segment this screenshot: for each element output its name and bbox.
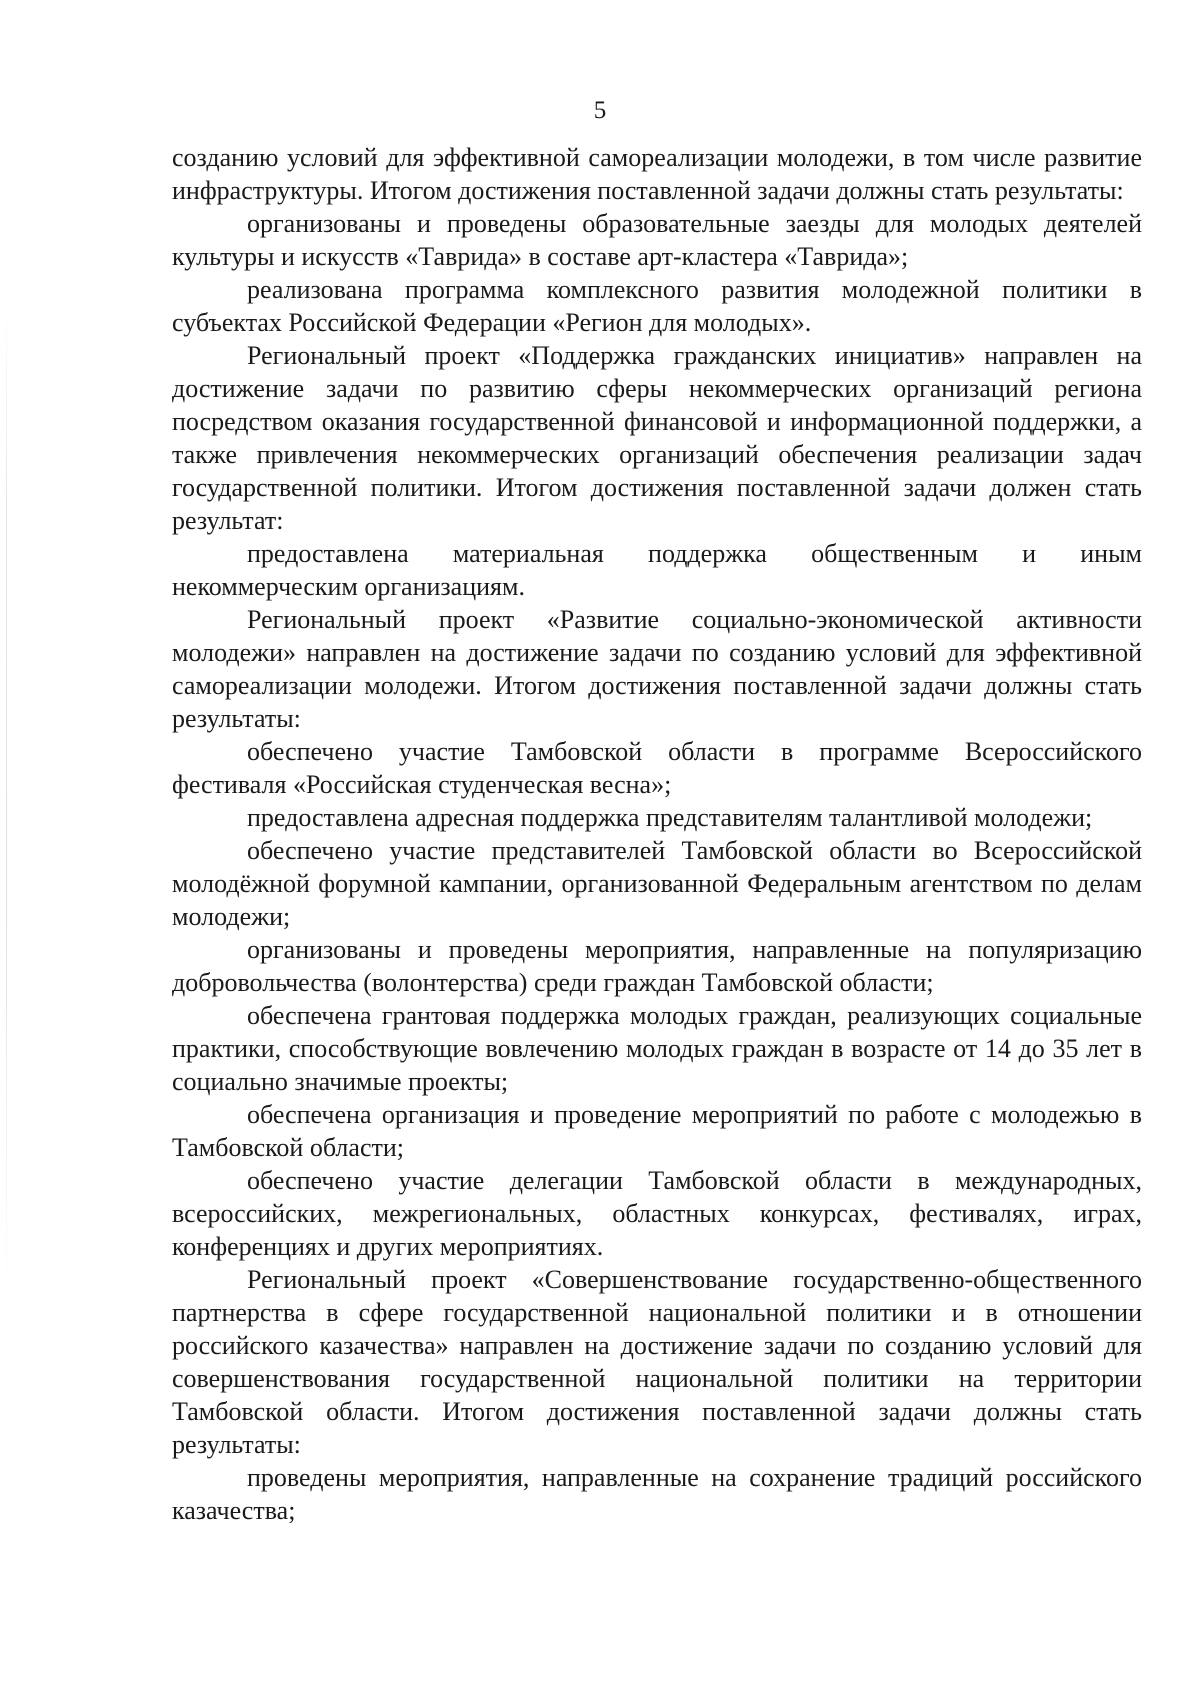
paragraph: созданию условий для эффективной самореализации молодежи, в том числе развитие инфраструктуры. Итогом достижения поставленной задачи должны стать результаты:: [172, 143, 1142, 205]
paragraph: обеспечена грантовая поддержка молодых граждан, реализующих социальные практики, способствующие вовлечению молодых граждан в возрасте от 14 до 35 лет в социально значимые проекты;: [172, 1001, 1142, 1096]
page-number: 5: [593, 97, 607, 124]
scan-edge-artifact: [6, 300, 7, 1300]
paragraph: проведены мероприятия, направленные на сохранение традиций российского казачества;: [172, 1463, 1142, 1525]
document-body: [172, 141, 1142, 1527]
paragraph: обеспечена организация и проведение мероприятий по работе с молодежью в Тамбовской области;: [172, 1100, 1142, 1162]
paragraph: обеспечено участие Тамбовской области в программе Всероссийского фестиваля «Российская студенческая весна»;: [172, 737, 1142, 799]
paragraph: организованы и проведены мероприятия, направленные на популяризацию добровольчества (волонтерства) среди граждан Тамбовской области;: [172, 935, 1142, 997]
paragraph: предоставлена адресная поддержка представителям талантливой молодежи;: [247, 803, 1093, 832]
paragraph: реализована программа комплексного развития молодежной политики в субъектах Российской Федерации «Регион для молодых».: [172, 275, 1142, 337]
paragraph: Региональный проект «Развитие социально-экономической активности молодежи» направлен на достижение задачи по созданию условий для эффективной самореализации молодежи. Итогом достижения поставленной задачи должны стать результаты:: [172, 605, 1142, 733]
paragraph: обеспечено участие представителей Тамбовской области во Всероссийской молодёжной форумной кампании, организованной Федеральным агентством по делам молодежи;: [172, 836, 1142, 931]
paragraph: Региональный проект «Совершенствование государственно-общественного партнерства в сфере государственной национальной политики и в отношении российского казачества» направлен на достижение задачи по созданию условий для совершенствования государственной национальной политики на территории Тамбовской области. Итогом достижения поставленной задачи должны стать результаты:: [172, 1265, 1142, 1459]
paragraph: обеспечено участие делегации Тамбовской области в международных, всероссийских, межрегиональных, областных конкурсах, фестивалях, играх, конференциях и других мероприятиях.: [172, 1166, 1142, 1261]
paragraph: организованы и проведены образовательные заезды для молодых деятелей культуры и искусств «Таврида» в составе арт-кластера «Таврида»;: [172, 209, 1142, 271]
paragraph: предоставлена материальная поддержка общественным и иным некоммерческим организациям.: [172, 539, 1142, 601]
paragraph: Региональный проект «Поддержка гражданских инициатив» направлен на достижение задачи по развитию сферы некоммерческих организаций региона посредством оказания государственной финансовой и информационной поддержки, а также привлечения некоммерческих организаций обеспечения реализации задач государственной политики. Итогом достижения поставленной задачи должен стать результат:: [172, 341, 1142, 535]
